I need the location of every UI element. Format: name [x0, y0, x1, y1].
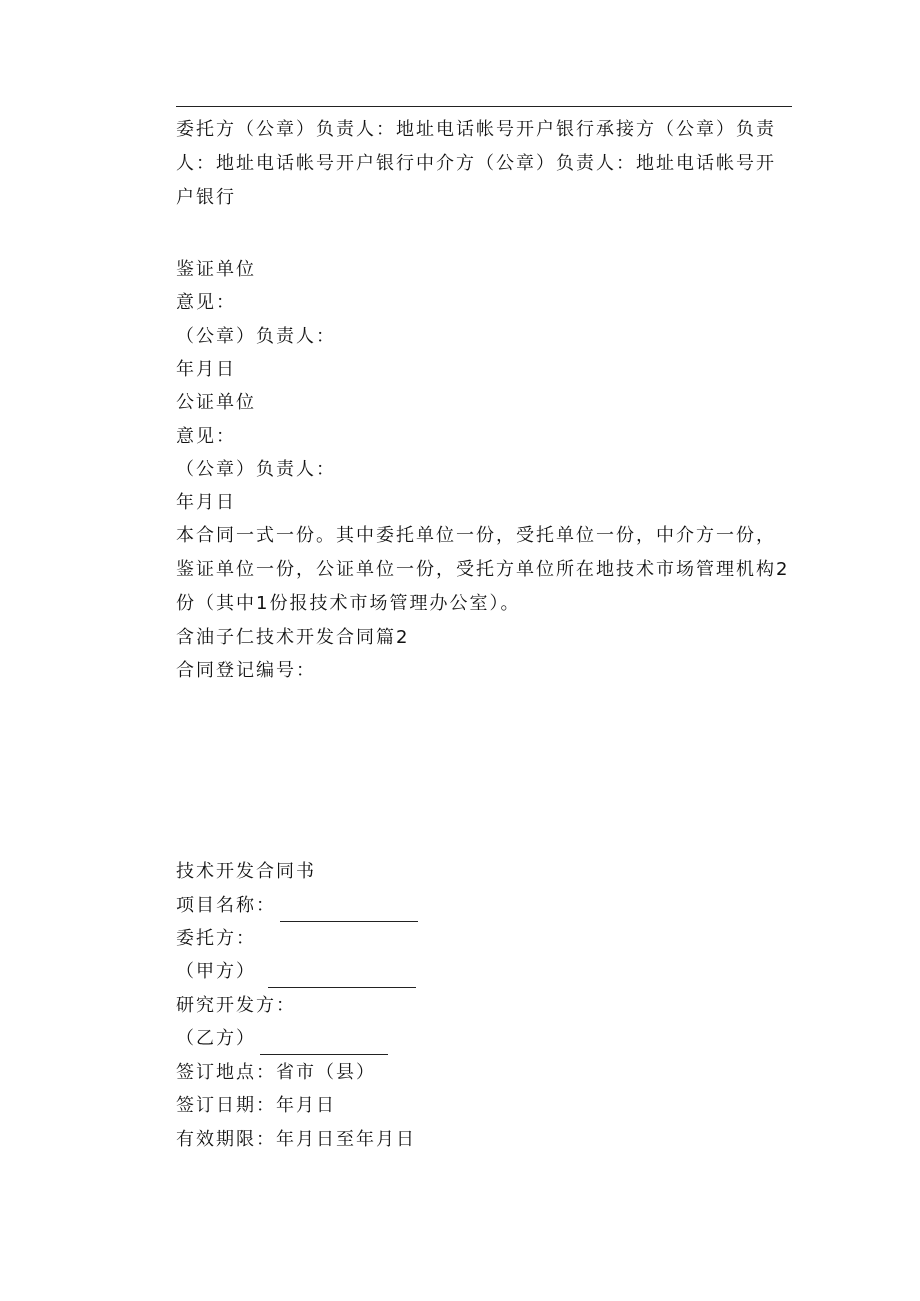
party-b-blank — [260, 1032, 388, 1055]
party-a-row — [176, 956, 416, 988]
project-name-blank — [280, 899, 418, 922]
copies-paragraph: 本合同一式一份。其中委托单位一份，受托单位一份，中介方一份，鉴证单位一份，公证单位一份，受托方单位所在地技术市场管理机构2份（其中1份报技术市场管理办公室）。 — [176, 525, 790, 614]
top-divider — [176, 106, 792, 107]
party-a-label: （甲方） — [176, 961, 256, 982]
party-b-row — [176, 1023, 388, 1055]
project-name-label: 项目名称： — [176, 895, 276, 916]
client-label: 委托方： — [176, 928, 256, 949]
party-a-blank — [268, 965, 416, 988]
registration-number-label: 合同登记编号： — [176, 660, 316, 681]
developer-label: 研究开发方： — [176, 995, 296, 1016]
verification-date-label: 年月日 — [176, 359, 236, 380]
validity-label: 有效期限：年月日至年月日 — [176, 1129, 416, 1150]
notary-opinion-label: 意见： — [176, 426, 236, 447]
party-b-label: （乙方） — [176, 1028, 256, 1049]
verification-seal-label: （公章）负责人： — [176, 326, 336, 347]
notary-seal-label: （公章）负责人： — [176, 459, 336, 480]
contract-title: 技术开发合同书 — [176, 861, 316, 882]
project-name-row — [176, 890, 418, 922]
notary-date-label: 年月日 — [176, 492, 236, 513]
signing-date-label: 签订日期：年月日 — [176, 1095, 336, 1116]
notary-unit-label: 公证单位 — [176, 392, 256, 413]
signing-place-label: 签订地点：省市（县） — [176, 1062, 376, 1083]
section-heading: 含油子仁技术开发合同篇2 — [176, 627, 410, 648]
verification-unit-label: 鉴证单位 — [176, 259, 256, 280]
signatures-paragraph: 委托方（公章）负责人：地址电话帐号开户银行承接方（公章）负责人：地址电话帐号开户银行中介方（公章）负责人：地址电话帐号开户银行 — [176, 119, 776, 208]
verification-opinion-label: 意见： — [176, 292, 236, 313]
